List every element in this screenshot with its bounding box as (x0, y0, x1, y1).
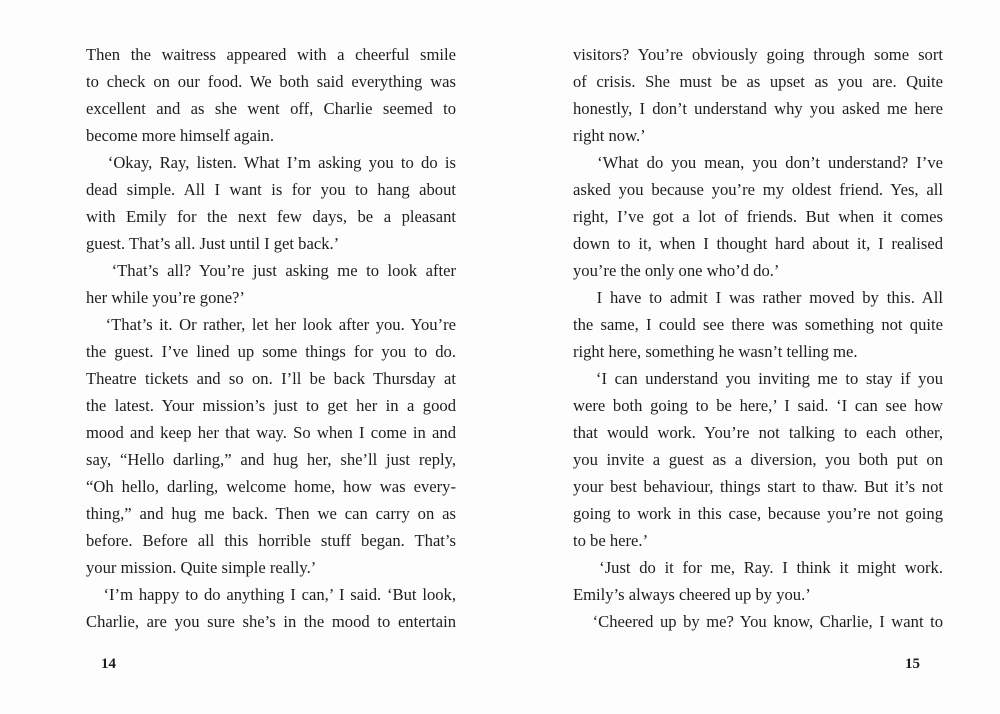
text-line: I have to admit I was rather moved by this. All (573, 288, 943, 307)
text-line: were both going to be here,’ I said. ‘I can see how (573, 396, 943, 415)
text-line: visitors? You’re obviously going through some sort (573, 45, 943, 64)
text-line: right here, something he wasn’t telling me. (573, 342, 858, 361)
text-line: ‘Cheered up by me? You know, Charlie, I want to (573, 612, 943, 631)
text-line: excellent and as she went off, Charlie seemed to (86, 99, 456, 118)
text-line: that would work. You’re not talking to each other, (573, 423, 943, 442)
text-line: ‘I’m happy to do anything I can,’ I said. ‘But look, (86, 585, 456, 604)
text-line: your mission. Quite simple really.’ (86, 558, 317, 577)
right-page-text (573, 41, 943, 635)
text-line: your best behaviour, things start to thaw. But it’s not (573, 477, 943, 496)
text-line: Then the waitress appeared with a cheerful smile (86, 45, 456, 64)
text-line: you’re the only one who’d do.’ (573, 261, 780, 280)
text-line: of crisis. She must be as upset as you are. Quite (573, 72, 943, 91)
text-line: ‘Just do it for me, Ray. I think it might work. (573, 558, 943, 577)
text-line: honestly, I don’t understand why you asked me here (573, 99, 943, 118)
text-line: asked you because you’re my oldest friend. Yes, all (573, 180, 943, 199)
page-number-left: 14 (101, 656, 116, 672)
text-line: to check on our food. We both said everything was (86, 72, 456, 91)
text-line: right now.’ (573, 126, 646, 145)
text-line: Theatre tickets and so on. I’ll be back Thursday at (86, 369, 456, 388)
text-line: with Emily for the next few days, be a pleasant (86, 207, 456, 226)
text-line: you invite a guest as a diversion, you both put on (573, 450, 943, 469)
text-line: down to it, when I thought hard about it, I realised (573, 234, 943, 253)
text-line: ‘Okay, Ray, listen. What I’m asking you to do is (86, 153, 456, 172)
text-line: to be here.’ (573, 531, 649, 550)
text-line: Charlie, are you sure she’s in the mood to entertain (86, 612, 456, 631)
text-line: the latest. Your mission’s just to get her in a good (86, 396, 456, 415)
text-line: guest. That’s all. Just until I get back.’ (86, 234, 340, 253)
text-line: mood and keep her that way. So when I come in and (86, 423, 456, 442)
text-line: dead simple. All I want is for you to hang about (86, 180, 456, 199)
text-line: right, I’ve got a lot of friends. But when it comes (573, 207, 943, 226)
text-line: the same, I could see there was something not quite (573, 315, 943, 334)
left-page-text (86, 41, 456, 635)
text-line: her while you’re gone?’ (86, 288, 245, 307)
text-line: ‘That’s it. Or rather, let her look after you. You’re (86, 315, 456, 334)
text-line: the guest. I’ve lined up some things for you to do. (86, 342, 456, 361)
text-line: ‘I can understand you inviting me to stay if you (573, 369, 943, 388)
text-line: become more himself again. (86, 126, 274, 145)
text-line: going to work in this case, because you’re not going (573, 504, 943, 523)
page-number-right: 15 (905, 656, 920, 672)
text-line: ‘That’s all? You’re just asking me to look after (86, 261, 456, 280)
text-line: “Oh hello, darling, welcome home, how was every- (86, 477, 456, 496)
text-line: say, “Hello darling,” and hug her, she’ll just reply, (86, 450, 456, 469)
text-line: Emily’s always cheered up by you.’ (573, 585, 811, 604)
text-line: thing,” and hug me back. Then we can carry on as (86, 504, 456, 523)
text-line: ‘What do you mean, you don’t understand? I’ve (573, 153, 943, 172)
text-line: before. Before all this horrible stuff began. That’s (86, 531, 456, 550)
